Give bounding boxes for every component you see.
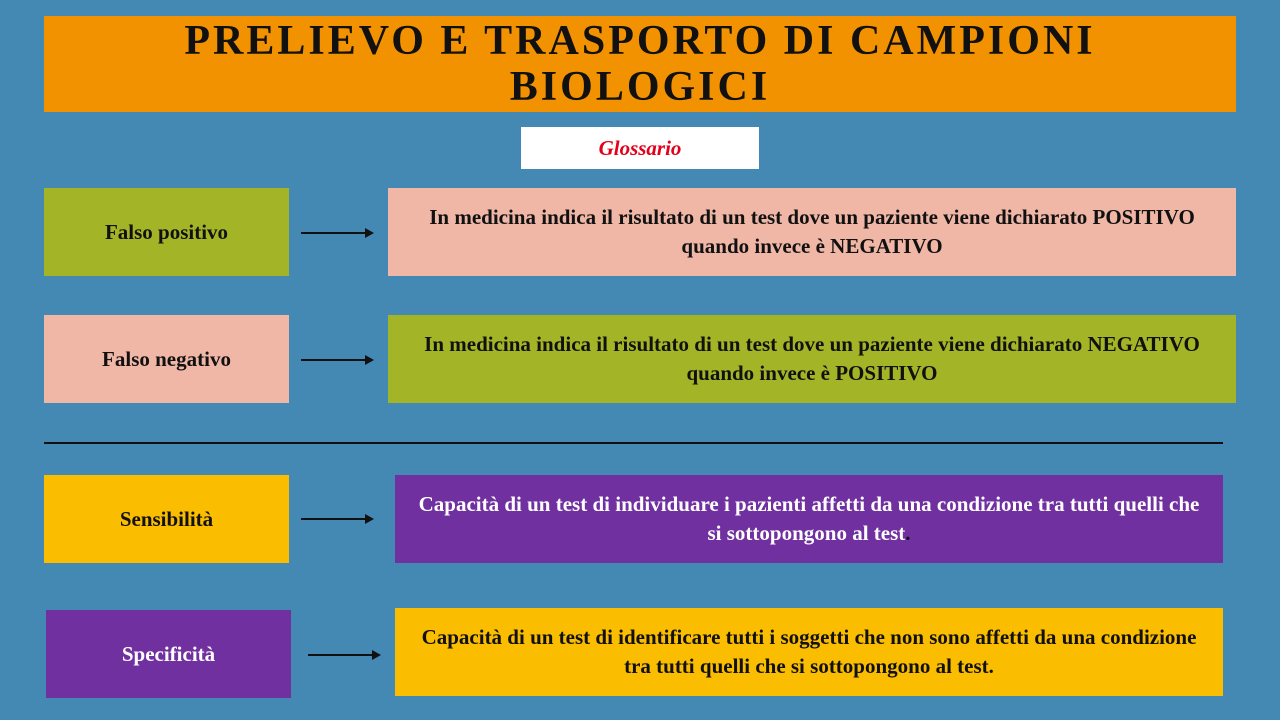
term-sensibilita: Sensibilità (44, 475, 289, 563)
definition-falso-negativo: In medicina indica il risultato di un test dove un paziente viene dichiarato NEGATIVO quando invece è POSITIVO (388, 315, 1236, 403)
definition-sensibilita (395, 475, 1223, 563)
arrow-right-icon (308, 650, 381, 660)
definition-falso-positivo: In medicina indica il risultato di un test dove un paziente viene dichiarato POSITIVO quando invece è NEGATIVO (388, 188, 1236, 276)
section-divider (44, 442, 1223, 444)
arrow-right-icon (301, 514, 374, 524)
term-specificita: Specificità (46, 610, 291, 698)
page-title: PRELIEVO E TRASPORTO DI CAMPIONI BIOLOGICI (184, 18, 1096, 110)
term-falso-negativo: Falso negativo (44, 315, 289, 403)
glossario-label: Glossario (521, 127, 759, 169)
definition-specificita: Capacità di un test di identificare tutti i soggetti che non sono affetti da una condizione tra tutti quelli che si sottopongono al test. (395, 608, 1223, 696)
title-banner (44, 16, 1236, 112)
arrow-right-icon (301, 228, 374, 238)
definition-sensibilita-period: . (905, 521, 911, 545)
definition-sensibilita-text: Capacità di un test di individuare i pazienti affetti da una condizione tra tutti quelli che si sottopongono al test. (418, 492, 1200, 545)
term-falso-positivo: Falso positivo (44, 188, 289, 276)
arrow-right-icon (301, 355, 374, 365)
